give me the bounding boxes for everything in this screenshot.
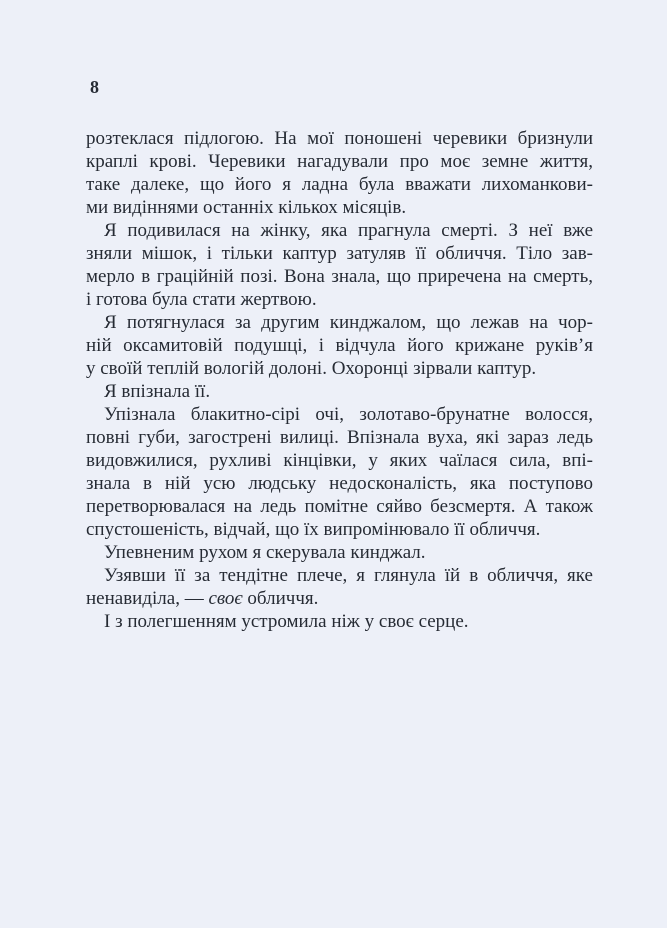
text-line — [86, 472, 593, 495]
text-segment: краплі крові. Черевики нагадували про моє земне життя, — [86, 151, 593, 172]
text-line — [86, 495, 593, 518]
text-segment: розтеклася підлогою. На мої поношені черевики бризнули — [86, 128, 593, 149]
text-segment: Упізнала блакитно-сірі очі, золотаво-брунатне волосся, — [104, 404, 593, 425]
text-line — [86, 426, 593, 449]
text-line — [86, 311, 593, 334]
paragraph — [86, 541, 593, 564]
text-block — [86, 127, 593, 633]
text-segment: ми видіннями останніх кількох місяців. — [86, 197, 407, 218]
text-line — [86, 219, 593, 242]
text-segment: у своїй теплій вологій долоні. Охоронці зірвали каптур. — [86, 358, 537, 379]
text-line — [86, 380, 593, 403]
text-segment: Узявши її за тендітне плече, я глянула їй в обличчя, яке — [104, 565, 593, 586]
text-line — [86, 127, 593, 150]
text-segment: ній оксамитовій подушці, і відчула його крижане руків’я — [86, 335, 593, 356]
text-segment: видовжилися, рухливі кінцівки, у яких чаїлася сила, впі- — [86, 450, 593, 471]
text-segment: Я впізнала її. — [104, 381, 211, 402]
paragraph — [86, 564, 593, 610]
text-line — [86, 334, 593, 357]
text-segment: спустошеність, відчай, що їх випромінювало її обличчя. — [86, 519, 541, 540]
text-line — [86, 518, 593, 541]
text-segment: таке далеке, що його я ладна була вважати лихоманкови- — [86, 174, 593, 195]
text-line — [86, 173, 593, 196]
text-line — [86, 242, 593, 265]
text-line — [86, 610, 593, 633]
text-line — [86, 357, 593, 380]
emphasized-text: своє — [208, 588, 243, 609]
text-segment: Я подивилася на жінку, яка прагнула смерті. З неї вже — [104, 220, 593, 241]
paragraph — [86, 127, 593, 219]
text-segment: обличчя. — [242, 588, 319, 609]
text-segment: перетворювалася на ледь помітне сяйво безсмертя. А також — [86, 496, 593, 517]
page-number: 8 — [90, 77, 99, 97]
text-segment: і готова була стати жертвою. — [86, 289, 317, 310]
text-line — [86, 564, 593, 587]
text-segment: знала в ній усю людську недосконалість, яка поступово — [86, 473, 593, 494]
text-line — [86, 403, 593, 426]
text-line — [86, 587, 593, 610]
paragraph — [86, 380, 593, 403]
text-line — [86, 265, 593, 288]
text-line — [86, 449, 593, 472]
text-line — [86, 541, 593, 564]
text-line — [86, 150, 593, 173]
text-segment: Упевненим рухом я скерувала кинджал. — [104, 542, 426, 563]
paragraph — [86, 610, 593, 633]
paragraph — [86, 311, 593, 380]
paragraph — [86, 219, 593, 311]
text-line — [86, 288, 593, 311]
text-line — [86, 196, 593, 219]
text-segment: мерло в граційній позі. Вона знала, що приречена на смерть, — [86, 266, 593, 287]
text-segment: І з полегшенням устромила ніж у своє серце. — [104, 611, 469, 632]
text-segment: зняли мішок, і тільки каптур затуляв її обличчя. Тіло зав- — [86, 243, 593, 264]
paragraph — [86, 403, 593, 541]
text-segment: Я потягнулася за другим кинджалом, що лежав на чор- — [104, 312, 593, 333]
text-segment: ненавиділа, — — [86, 588, 209, 609]
text-segment: повні губи, загострені вилиці. Впізнала вуха, які зараз ледь — [86, 427, 593, 448]
